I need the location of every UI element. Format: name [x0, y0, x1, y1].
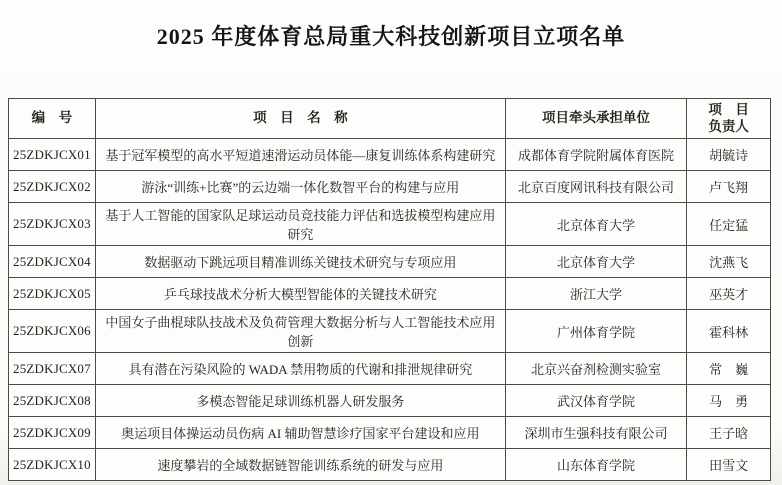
cell-lead-unit: 武汉体育学院: [505, 385, 686, 417]
table-row: [9, 246, 771, 278]
table-row: [9, 171, 771, 203]
cell-project-name: 游泳“训练+比赛”的云边端一体化数智平台的构建与应用: [95, 171, 505, 203]
cell-project-name: 速度攀岩的全域数据链智能训练系统的研发与应用: [95, 449, 505, 481]
cell-project-name: 数据驱动下跳远项目精准训练关键技术研究与专项应用: [95, 246, 505, 278]
cell-leader: 霍科林: [687, 310, 771, 353]
cell-lead-unit: 山东体育学院: [505, 449, 686, 481]
table-header-row: [9, 99, 771, 139]
cell-project-name: 多模态智能足球训练机器人研发服务: [95, 385, 505, 417]
cell-id: 25ZDKJCX04: [9, 246, 96, 278]
col-header-leader: [687, 99, 771, 139]
table-row: [9, 449, 771, 481]
cell-lead-unit: 北京百度网讯科技有限公司: [505, 171, 686, 203]
table-row: [9, 417, 771, 449]
cell-lead-unit: 北京兴奋剂检测实验室: [505, 353, 686, 385]
cell-lead-unit: 深圳市生强科技有限公司: [505, 417, 686, 449]
cell-id: 25ZDKJCX06: [9, 310, 96, 353]
cell-project-name: 乒乓球技战术分析大模型智能体的关键技术研究: [95, 278, 505, 310]
table-row: [9, 310, 771, 353]
table-row: [9, 139, 771, 171]
projects-table: [8, 98, 771, 481]
table-row: [9, 353, 771, 385]
table-row: [9, 203, 771, 246]
cell-project-name: 具有潜在污染风险的 WADA 禁用物质的代谢和排泄规律研究: [95, 353, 505, 385]
cell-lead-unit: 北京体育大学: [505, 246, 686, 278]
cell-id: 25ZDKJCX08: [9, 385, 96, 417]
cell-lead-unit: 北京体育大学: [505, 203, 686, 246]
col-header-project-name: 项 目 名 称: [95, 99, 505, 139]
cell-id: 25ZDKJCX03: [9, 203, 96, 246]
table-row: [9, 385, 771, 417]
cell-id: 25ZDKJCX09: [9, 417, 96, 449]
cell-id: 25ZDKJCX07: [9, 353, 96, 385]
col-header-leader-line2: 负责人: [708, 118, 749, 134]
col-header-id: 编 号: [9, 99, 96, 139]
cell-lead-unit: 广州体育学院: [505, 310, 686, 353]
cell-leader: 任定猛: [687, 203, 771, 246]
cell-leader: 沈燕飞: [687, 246, 771, 278]
page-title: 2025 年度体育总局重大科技创新项目立项名单: [156, 24, 626, 49]
cell-project-name: 中国女子曲棍球队技战术及负荷管理大数据分析与人工智能技术应用创新: [95, 310, 505, 353]
table-row: [9, 278, 771, 310]
cell-leader: 常 巍: [687, 353, 771, 385]
cell-id: 25ZDKJCX02: [9, 171, 96, 203]
cell-id: 25ZDKJCX10: [9, 449, 96, 481]
col-header-leader-line1: 项 目: [708, 101, 749, 117]
projects-table-container: [8, 98, 771, 481]
cell-leader: 胡毓诗: [687, 139, 771, 171]
cell-project-name: 奥运项目体操运动员伤病 AI 辅助智慧诊疗国家平台建设和应用: [95, 417, 505, 449]
cell-leader: 马 勇: [687, 385, 771, 417]
cell-leader: 田雪文: [687, 449, 771, 481]
cell-project-name: 基于人工智能的国家队足球运动员竞技能力评估和选拔模型构建应用研究: [95, 203, 505, 246]
cell-leader: 卢飞翔: [687, 171, 771, 203]
cell-id: 25ZDKJCX05: [9, 278, 96, 310]
cell-lead-unit: 浙江大学: [505, 278, 686, 310]
cell-leader: 王子晗: [687, 417, 771, 449]
cell-leader: 巫英才: [687, 278, 771, 310]
cell-project-name: 基于冠军模型的高水平短道速滑运动员体能—康复训练体系构建研究: [95, 139, 505, 171]
col-header-lead-unit: 项目牵头承担单位: [505, 99, 686, 139]
cell-id: 25ZDKJCX01: [9, 139, 96, 171]
cell-lead-unit: 成都体育学院附属体育医院: [505, 139, 686, 171]
